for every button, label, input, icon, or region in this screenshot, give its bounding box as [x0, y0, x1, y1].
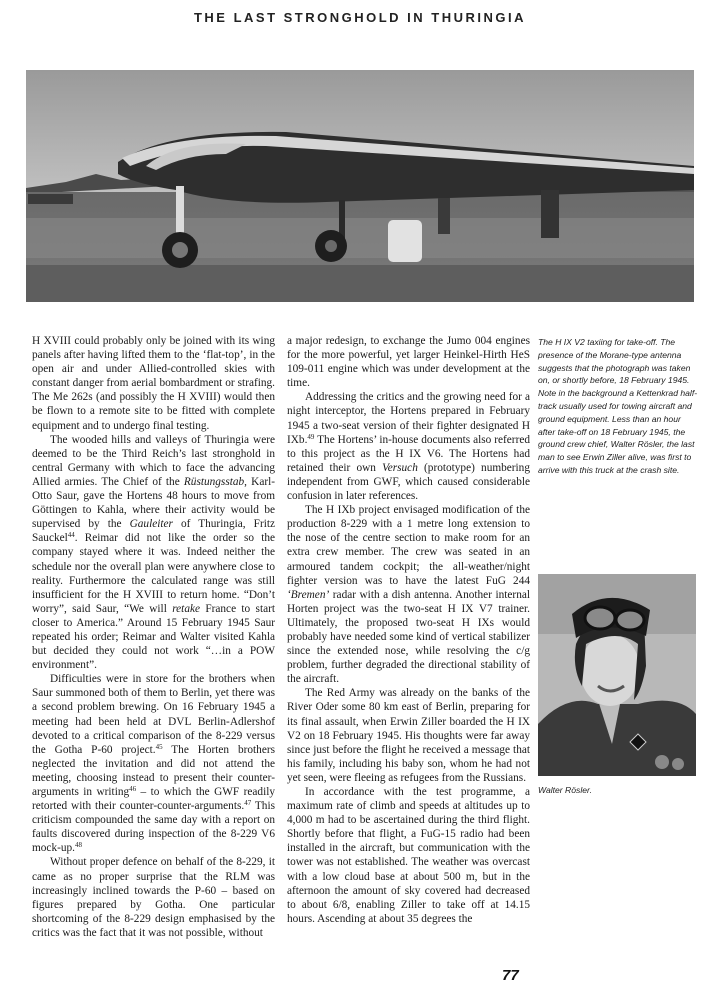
paragraph: In accordance with the test programme, a maximum rate of climb and speeds at altitudes up to 4,000 m had to be ascertained during the third flight. Shortly before that flight, a FuG-15 radio had been installed in the aircraft, but communication with the tower was not established. The weather was overcast with a low cloud base at about 500 m, but in the afternoon the amount of sky covered had decreased to about 6/8, enabling Ziller to take off at 14.15 hours. Ascending at about 35 degrees the: [287, 786, 530, 925]
photo-caption: The H IX V2 taxiing for take-off. The presence of the Morane-type antenna suggests that the photograph was taken on, or shortly before, 18 February 1945. Note in the background a Kettenkrad half-track usually used for towing aircraft and ground equipment. Less than an hour after take-off on 18 February 1945, the ground crew chief, Walter Rösler, the last man to see Erwin Ziller alive, was first to arrive with this truck at the crash site.: [538, 337, 698, 475]
page-number: 77: [502, 967, 519, 984]
text-column-right: [287, 334, 530, 926]
text-run: – to which the GWF readily retorted with their counter-counter-arguments.: [32, 786, 275, 813]
footnote-ref: 47: [244, 799, 252, 808]
paragraph: The Red Army was already on the banks of the River Oder some 80 km east of Berlin, preparing for its final assault, when Erwin Ziller boarded the H IX V2 on 18 February 1945. His thoughts were far away since just before the flight he received a message that his family, including his baby son, whom he had not yet seen, were fleeing as refugees from the Russians.: [287, 687, 530, 784]
text-run: The Horten brothers neglected the invitation and did not attend the meeting, choosing instead to present their counter-arguments in writing: [32, 743, 275, 798]
paragraph: [287, 503, 530, 686]
paragraph: [32, 433, 275, 673]
text-column-left: [32, 334, 275, 940]
text-run: radar with a dish antenna. Another internal Horten project was the two-seat H IX V7 trainer. Ultimately, the proposed two-seat H IXs would probably have needed some kind of vertical stabilizer since the extended nose, while resolving the c/g problem, further degraded the directional stability of the aircraft.: [287, 588, 530, 686]
running-title: THE LAST STRONGHOLD IN THURINGIA: [193, 10, 527, 25]
text-run: The H IXb project envisaged modification of the production 8-229 with a 1 metre long extension to the nose of the centre section to make room for an extra crew member. The crew was seated in an armoured tandem cockpit; the all-weather/night fighter version was to have the latest FuG 244: [287, 504, 530, 587]
text-run: France to start closer to America.” Around 15 February 1945 Saur repeated his order; Reimar and Walter visited Kahla but decided they could not work “…in a POW environment”.: [32, 602, 276, 672]
italic-term: ‘Bremen’: [287, 588, 330, 601]
footnote-ref: 48: [74, 841, 82, 850]
footnote-ref: 49: [307, 432, 315, 441]
footnote-ref: 45: [155, 742, 163, 751]
paragraph: [287, 390, 530, 503]
text-run: . Reimar did not like the order so the company stayed where it was. Indeed neither the schedule nor the overall plan were anywhere close to reality. Furthermore the calculated range was still insufficient for the H XVIII to return home. “Don’t worry”, said Saur, “We will: [32, 532, 275, 615]
paragraph: Without proper defence on behalf of the 8-229, it came as no proper surprise that the RLM was increasingly inclined towards the P-60 – based on figures prepared by Gotha. One particular shortcoming of the 8-229 design emphasised by the critics was the fact that it was not possible, without: [32, 856, 275, 939]
text-run: Addressing the critics and the growing need for a night interceptor, the Hortens prepared in February 1945 a two-seat version of their fighter designated H IXb.: [287, 391, 530, 446]
italic-term: Rüstungsstab: [183, 475, 245, 488]
text-run: Difficulties were in store for the brothers when Saur summoned both of them to Berlin, yet there was a second problem brewing. On 16 February 1945 a meeting had been held at DVL Berlin-Adlershof devoted to a critical comparison of the 8-229 versus the Gotha P-60 project.: [32, 673, 275, 756]
text-run: The wooded hills and valleys of Thuringia were deemed to be the Third Reich’s last stronghold in central Germany with which to face the advancing Allied armies. The Chief of the: [32, 433, 275, 488]
footnote-ref: 46: [129, 785, 137, 793]
paragraph: a major redesign, to exchange the Jumo 004 engines for the more powerful, yet larger Heinkel-Hirth HeS 109-011 engine which was under development at the time.: [287, 335, 530, 390]
paragraph: H XVIII could probably only be joined with its wing panels after having lifted them to the ‘flat-top’, in the open air and under Allied-controlled skies with constant danger from aerial bombardment or strafing. The Me 262s (and possibly the H XVIII) would then be flown to a remote site to be fitted with complete equipment and to undergo final testing.: [32, 335, 275, 432]
text-run: of Thuringia, Fritz Sauckel: [32, 518, 276, 545]
text-run: The Hortens’ in-house documents also referred to this project as the H IX V6. The Hortens had retained their own: [287, 433, 530, 474]
footnote-ref: 44: [67, 531, 75, 540]
portrait-caption: Walter Rösler.: [538, 785, 592, 795]
aircraft-photo: [26, 70, 694, 302]
paragraph: [32, 672, 275, 855]
italic-term: Gauleiter: [129, 518, 173, 531]
text-run: (prototype) numbering independent from GWF, which caused considerable confusion in later references.: [287, 461, 530, 503]
text-run: , Karl-Otto Saur, gave the Hortens 48 hours to move from Göttingen to Kahla, where their activity would be supervised by the: [32, 475, 275, 531]
text-run: This criticism compounded the same day with a report on faults discovered during inspection of the 8-229 V6 mock-up.: [32, 800, 275, 855]
portrait-photo: [538, 574, 696, 776]
italic-term: Versuch: [382, 461, 418, 474]
italic-term: retake: [172, 602, 200, 615]
